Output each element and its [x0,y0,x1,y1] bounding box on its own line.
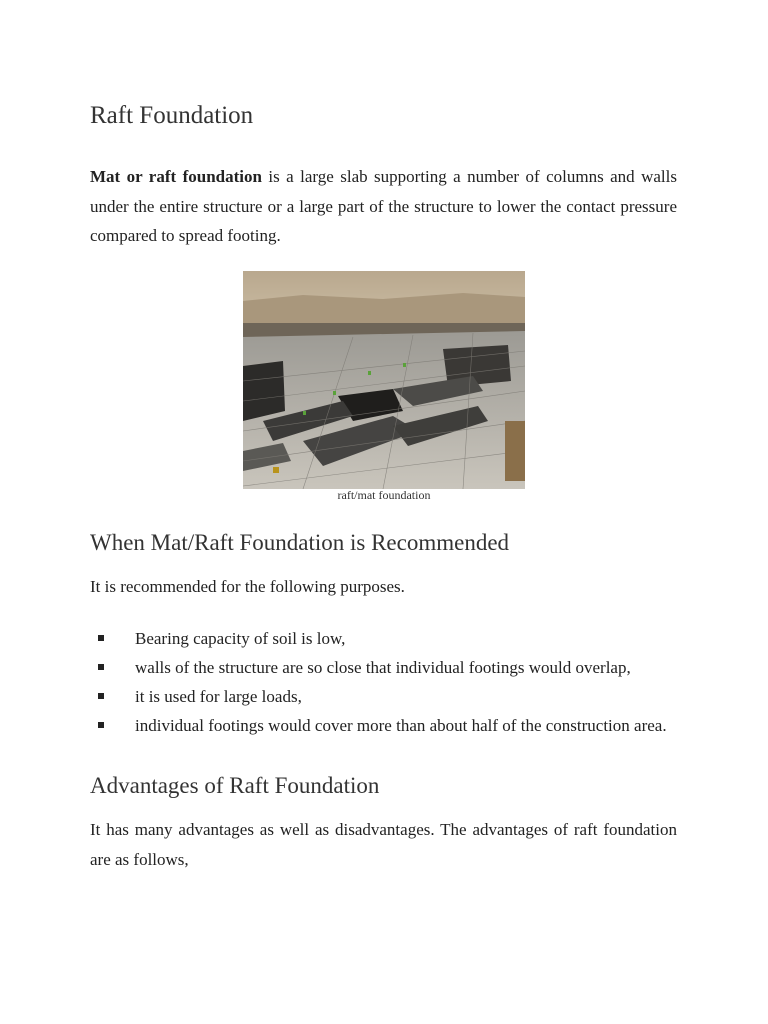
figure [243,271,525,502]
advantages-lead: It has many advantages as well as disadvantages. The advantages of raft foundation are as follows, [90,820,677,869]
bullet-icon [98,693,104,699]
recommended-heading: When Mat/Raft Foundation is Recommended [90,530,510,555]
intro-bold-term: Mat or raft foundation [90,167,262,186]
advantages-heading: Advantages of Raft Foundation [90,773,380,798]
figure-caption: raft/mat foundation [337,488,431,502]
intro-text: is a large slab supporting a number of columns and walls under the entire structure or a large part of the structure to lower the contact pressure compared to spread footing. [90,167,677,245]
list-item: Bearing capacity of soil is low, [90,624,680,653]
recommended-lead: It is recommended for the following purposes. [90,577,405,596]
bullet-icon [98,635,104,641]
bullet-icon [98,722,104,728]
bullet-icon [98,664,104,670]
list-item: it is used for large loads, [90,682,680,711]
intro-paragraph [90,162,677,251]
recommended-list [90,624,680,740]
raft-foundation-photo [243,271,525,489]
list-item: individual footings would cover more than about half of the construction area. [90,711,680,740]
page-title: Raft Foundation [90,102,254,129]
list-item: walls of the structure are so close that individual footings would overlap, [90,653,680,682]
